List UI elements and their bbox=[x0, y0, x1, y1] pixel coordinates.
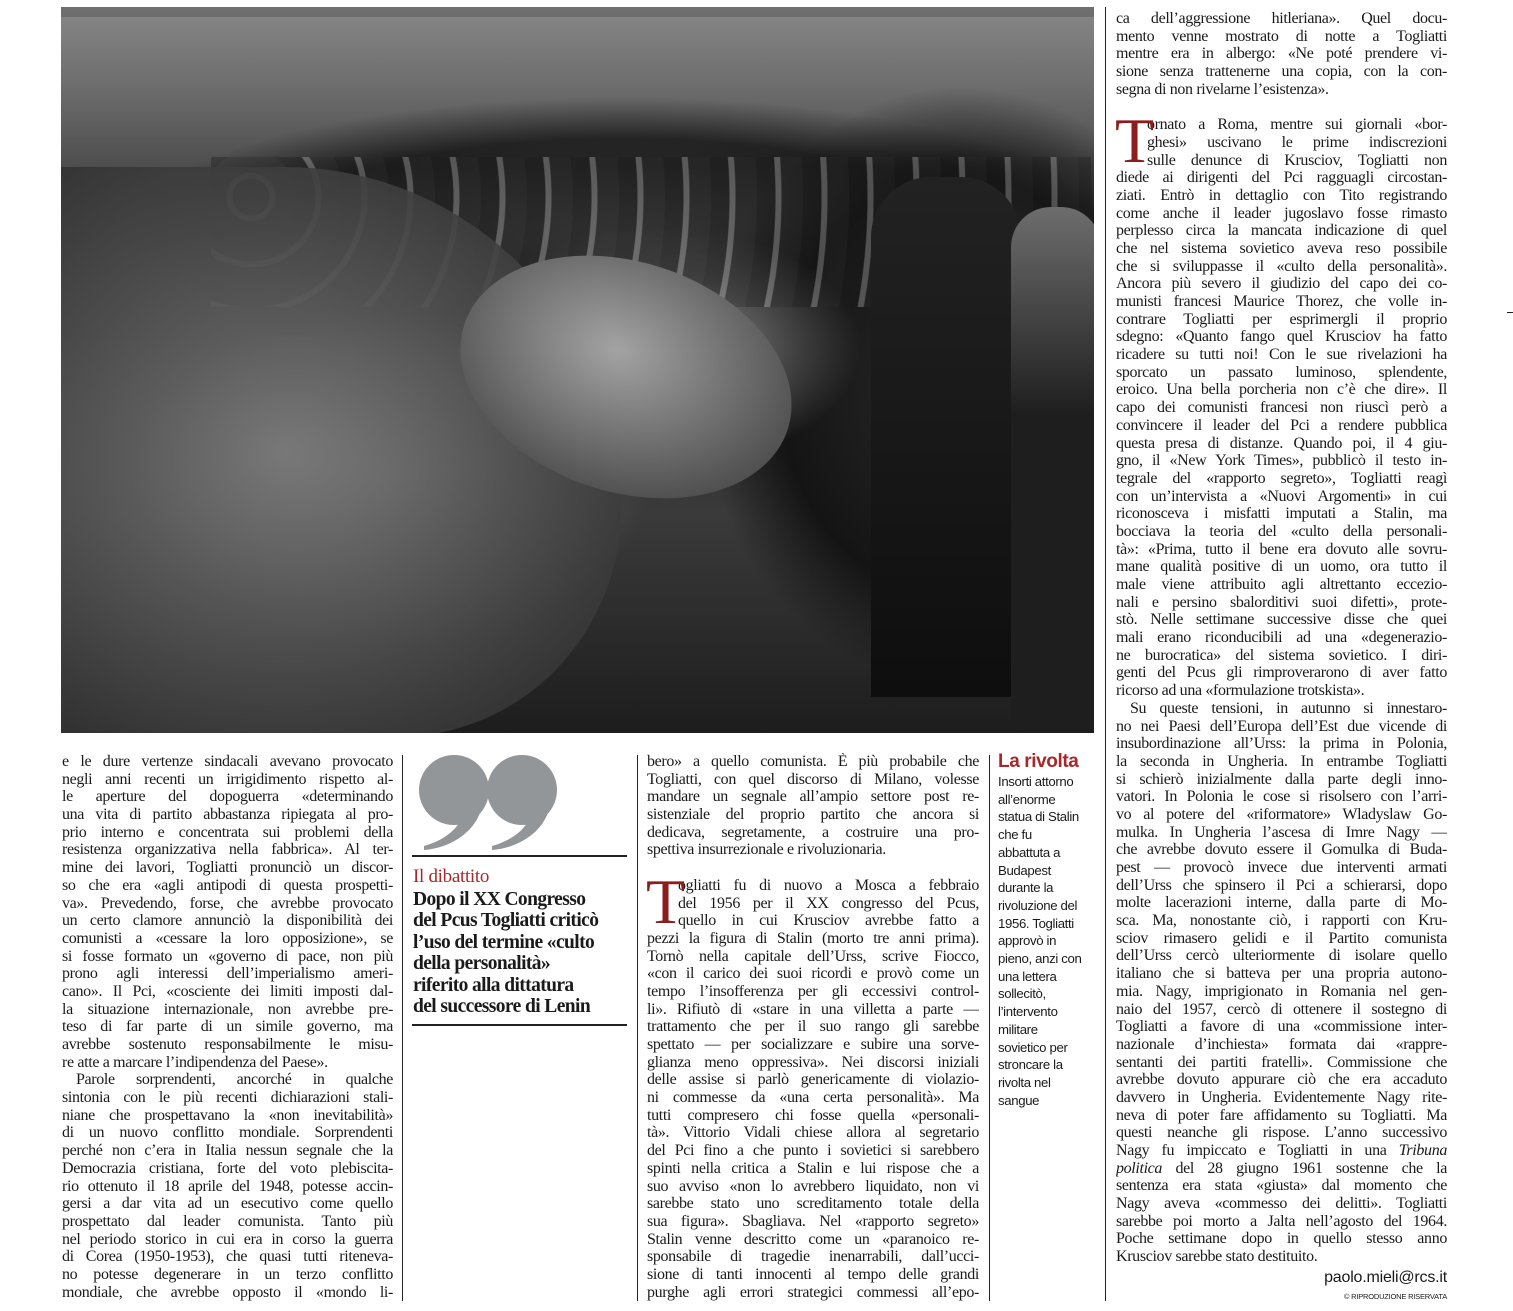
text-line: ricorso ad una «formulazione trotskista». bbox=[1116, 682, 1365, 700]
text-line: avrebbe sostenuto responsabilmente le misu- bbox=[62, 1036, 393, 1053]
text-line: purghe agli errori strategici commessi all’epo- bbox=[647, 1283, 979, 1301]
text-line: mia. Nagy, imprigionato in Romania nel gen- bbox=[1116, 982, 1447, 1000]
text-line: neva di poter fare affidamento su Togliatti. Ma bbox=[1116, 1106, 1447, 1124]
text-line: sarebbe poi morto a Jalta nell’agosto del 1964. bbox=[1116, 1212, 1447, 1230]
text-line: tegrale del «rapporto segreto», Togliatti reagì bbox=[1116, 469, 1447, 487]
pull-quote-kicker: Il dibattito bbox=[413, 866, 490, 887]
text-line: perplesso circa la mancata indicazione di quel bbox=[1116, 222, 1447, 240]
text-line: questi neanche gli rispose. L’anno successivo bbox=[1116, 1124, 1447, 1142]
caption-line: abbattuta a bbox=[998, 844, 1061, 860]
text-line: come anche il leader jugoslavo fosse rimasto bbox=[1116, 204, 1447, 222]
text-line: nali e persino sbalorditivi suoi difetti», prote- bbox=[1116, 593, 1447, 611]
text-line: delle assise si parlò genericamente di violazio- bbox=[647, 1071, 979, 1089]
article-paragraph bbox=[1116, 700, 1447, 1266]
text-line: rio ottenuto il 18 aprile del 1948, potesse accin- bbox=[62, 1177, 393, 1195]
text-line: cano». Il Pci, «cosciente dei limiti imposti dal- bbox=[62, 982, 393, 1000]
text-line: sintonia con le più recenti dichiarazioni stali- bbox=[62, 1089, 393, 1107]
text-line: ne burocratica» del sistema sovietico. I diri- bbox=[1116, 646, 1447, 664]
caption-text bbox=[998, 773, 1094, 1109]
text-line: sistenziale del proprio partito che ancora si bbox=[647, 806, 979, 824]
photo-woman-headscarf bbox=[1011, 207, 1094, 727]
text-line: la situazione internazionale, non avrebbe pre- bbox=[62, 1000, 393, 1018]
text-line: stò. Nelle settimane successive disse che quei bbox=[1116, 611, 1447, 629]
text-line: Su queste tensioni, in autunno si innestaro- bbox=[1130, 699, 1447, 717]
text-line: prono agli interessi dell’imperialismo ameri- bbox=[62, 965, 393, 983]
article-paragraph bbox=[1115, 105, 1447, 700]
caption-line: rivolta nel bbox=[998, 1074, 1051, 1090]
text-line: mentre era in albergo: «Ne poté prendere vi- bbox=[1116, 45, 1447, 63]
headline-line: del Pcus Togliatti criticò bbox=[413, 910, 599, 932]
text-line: sponsabile di tragedie inenarrabili, dall’ucci- bbox=[647, 1248, 979, 1266]
news-photo-stalin-statue bbox=[61, 7, 1094, 733]
headline-line: del successore di Lenin bbox=[413, 996, 591, 1018]
text-line: sca. Ma, nonostante ciò, i rapporti con Kru- bbox=[1116, 912, 1447, 930]
text-line: ogliatti fu di nuovo a Mosca a febbraio bbox=[678, 876, 979, 894]
text-line: ornato a Roma, mentre sui giornali «bor- bbox=[1147, 116, 1447, 134]
text-line: prio interno e concentrata sui problemi della bbox=[62, 823, 393, 841]
text-line: capo dei comunisti francesi non riuscì però a bbox=[1116, 399, 1447, 417]
text-line: spinti nella critica a Stalin e lui rispose che a bbox=[647, 1159, 979, 1177]
text-line: tutti compresero chi fosse quella «personali- bbox=[647, 1106, 979, 1124]
text-line: bero» a quello comunista. È più probabile che bbox=[647, 753, 979, 770]
pull-quote-bottom-rule bbox=[412, 1024, 627, 1026]
text-line: convincere il leader del Pci a rendere pubblica bbox=[1116, 416, 1447, 434]
text-line: sentanti dei partiti fratelli». Commissione che bbox=[1116, 1053, 1447, 1071]
text-line: dell’Urss che spinsero il Pci a schierarsi, dopo bbox=[1116, 876, 1447, 894]
text-line: munisti francesi Maurice Thorez, che volle in- bbox=[1116, 293, 1447, 310]
text-line: niane che prospettavano la «non inevitabilità» bbox=[62, 1106, 393, 1124]
text-line: male viene attribuito agli altrettanto eccezio- bbox=[1116, 576, 1447, 593]
text-line: gno, il «New York Times», pubblicò il testo in- bbox=[1116, 452, 1447, 470]
text-line: ziati. Entrò in dettaglio con Tito registrando bbox=[1116, 186, 1447, 204]
text-line: Krusciov sarebbe stato destituito. bbox=[1116, 1248, 1318, 1266]
text-line: ca dell’aggressione hitleriana». Quel docu- bbox=[1116, 10, 1447, 27]
headline-line: l’uso del termine «culto bbox=[413, 931, 595, 953]
article-column-right bbox=[1116, 10, 1447, 1266]
text-line: no nei Paesi dell’Europa dell’Est due vicende di bbox=[1116, 717, 1447, 735]
column-divider bbox=[1105, 7, 1106, 1301]
text-line: si schierò inizialmente dalla parte degli inno- bbox=[1116, 770, 1447, 788]
caption-line: l’intervento bbox=[998, 1004, 1058, 1020]
article-paragraph bbox=[1116, 10, 1447, 98]
text-line: mento venne mostrato di notte a Togliatti bbox=[1116, 27, 1447, 45]
text-line: sione senza trattenerne una copia, con la con- bbox=[1116, 63, 1447, 81]
text-line: avrebbe dovuto appurare ciò che era accaduto bbox=[1116, 1071, 1447, 1089]
italic-title: politica bbox=[1116, 1159, 1163, 1177]
text-line: pezzi la figura di Stalin (morto tre anni prima). bbox=[647, 929, 979, 947]
caption-title: La rivolta bbox=[998, 751, 1079, 772]
text-line: quello in cui Krusciov avrebbe fatto a bbox=[678, 912, 979, 930]
text-line: va». Prevedendo, forse, che avrebbe provocato bbox=[62, 894, 393, 912]
text-line: davvero in Ungheria. Evidentemente Nagy rite- bbox=[1116, 1088, 1447, 1106]
text-line: mandare un segnale all’ampio settore post re- bbox=[647, 788, 979, 806]
text-line: li». Rifiutò di «stare in una villetta a parte — bbox=[647, 1000, 979, 1018]
text-line: resistenza organizzativa nella fabbrica». Al ter- bbox=[62, 841, 393, 859]
text-line: bocciava la teoria del «culto della personali- bbox=[1116, 522, 1447, 540]
text-line: del Pci fino a che punto i sovietici si sarebbero bbox=[647, 1142, 979, 1160]
text-line: teso di far parte di un simile governo, ma bbox=[62, 1018, 393, 1036]
text-line: Nagy aveva «commesso dei delitti». Togliatti bbox=[1116, 1195, 1447, 1213]
photo-standing-man bbox=[871, 177, 1021, 697]
text-line: vo al potere del «riformatore» Wladyslaw Go- bbox=[1116, 805, 1447, 823]
quotation-mark-icon bbox=[412, 750, 627, 854]
text-line: suo avviso «non lo avrebbero liquidato, non vi bbox=[647, 1177, 979, 1195]
text-line: spettiva insurrezionale e rivoluzionaria. bbox=[647, 841, 886, 859]
caption-line: pieno, anzi con bbox=[998, 951, 1082, 967]
caption-line: militare bbox=[998, 1021, 1038, 1037]
pull-quote-headline bbox=[413, 889, 628, 1017]
text-line: di Corea (1950-1953), che quasi tutti riteneva- bbox=[62, 1248, 393, 1266]
text-line: che avrebbe dovuto essere il Gomulka di Buda- bbox=[1116, 841, 1447, 859]
text-line: Stalin venne descritto come un «paranoico re- bbox=[647, 1230, 979, 1248]
caption-line: che fu bbox=[998, 827, 1032, 843]
text-line: gersi a dar vita ad un esecutivo come quello bbox=[62, 1195, 393, 1213]
text-line: politica del 28 giugno 1961 sostenne che la bbox=[1116, 1159, 1447, 1177]
text-line: che nel sistema sovietico aveva reso possibile bbox=[1116, 239, 1447, 257]
text-line: Togliatti, con quel discorso di Milano, volesse bbox=[647, 770, 979, 788]
text-line: glianza meno oppressiva». Nei discorsi iniziali bbox=[647, 1053, 979, 1071]
text-line: ni commesse da «una certa personalità». Ma bbox=[647, 1089, 979, 1107]
column-divider bbox=[989, 755, 990, 1301]
caption-line: sovietico per bbox=[998, 1039, 1068, 1055]
text-line: e le dure vertenze sindacali avevano provocato bbox=[62, 753, 393, 770]
text-line: che si sviluppasse il «culto della personalità». bbox=[1116, 257, 1447, 275]
text-line: di un nuovo conflitto mondiale. Sorprendenti bbox=[62, 1124, 393, 1142]
text-line: insubordinazione all’Urss: la prima in Polonia, bbox=[1116, 735, 1447, 753]
edge-mark bbox=[1507, 312, 1513, 313]
text-line: mane qualità positive di un uomo, ora tutto il bbox=[1116, 558, 1447, 576]
photo-building-sign bbox=[61, 17, 1094, 167]
text-line: prospettato dal leader comunista. Tanto più bbox=[62, 1212, 393, 1230]
text-line: una vita di partito abbastanza ripiegata al pro- bbox=[62, 806, 393, 824]
headline-line: Dopo il XX Congresso bbox=[413, 889, 586, 910]
caption-line: approvò in bbox=[998, 933, 1057, 949]
text-line: ricadere su tutti noi! Con le sue rivelazioni ha bbox=[1116, 346, 1447, 364]
article-paragraph bbox=[62, 753, 393, 1071]
caption-line: sangue bbox=[998, 1092, 1040, 1108]
paragraph-gap bbox=[1116, 98, 1447, 116]
text-line: trattamento che per il suo rango gli sarebbe bbox=[647, 1018, 979, 1036]
text-line: Tornò nella capitale dell’Urss, scrive Fiocco, bbox=[647, 947, 979, 965]
text-line: mulka. In Ungheria l’ascesa di Imre Nagy — bbox=[1116, 823, 1447, 841]
text-line: Togliatti a favore di una «commissione inter- bbox=[1116, 1018, 1447, 1036]
article-paragraph bbox=[647, 753, 979, 859]
text-line: no potesse degenerare in un terzo conflitto bbox=[62, 1265, 393, 1283]
text-line: Democrazia cristiana, forte del voto plebiscita- bbox=[62, 1159, 393, 1177]
text-line: mine dei lavori, Togliatti pronunciò un discor- bbox=[62, 859, 393, 877]
headline-line: della personalità» bbox=[413, 953, 551, 975]
text-line: questa presa di distanze. Quando poi, il 4 giu- bbox=[1116, 434, 1447, 452]
text-line: molte lacerazioni interne, dalla parte di Mo- bbox=[1116, 894, 1447, 912]
author-email[interactable]: paolo.mieli@rcs.it bbox=[1324, 1269, 1447, 1286]
drop-cap: T bbox=[646, 865, 685, 937]
text-line: perché non c’era in Italia nessun segnale che la bbox=[62, 1142, 393, 1160]
article-paragraph bbox=[646, 865, 979, 1302]
drop-cap: T bbox=[1115, 105, 1154, 177]
caption-line: una lettera bbox=[998, 968, 1057, 984]
text-line: sdegno: «Quanto fango quel Krusciov ha fatto bbox=[1116, 328, 1447, 346]
caption-line: durante la bbox=[998, 880, 1054, 896]
text-line: vatori. In Polonia le cose si risolsero con l’arri- bbox=[1116, 788, 1447, 806]
text-line: naio del 1957, cercò di ottenere il sostegno di bbox=[1116, 1000, 1447, 1018]
text-line: segna di non rivelarne l’esistenza». bbox=[1116, 80, 1329, 98]
text-line: tà»: «Prima, tutto il bene era dovuto alle sovru- bbox=[1116, 540, 1447, 558]
caption-line: stroncare la bbox=[998, 1057, 1063, 1073]
article-column-left bbox=[62, 753, 393, 1301]
text-line: diede ai dirigenti del Pci ragguagli circostan- bbox=[1116, 169, 1447, 187]
text-line: comunisti a «cessare la loro opposizione», se bbox=[62, 929, 393, 947]
caption-line: Budapest bbox=[998, 862, 1051, 878]
text-line: dell’Urss cercò ulteriormente di isolare quello bbox=[1116, 947, 1447, 965]
article-column-middle bbox=[647, 753, 979, 1301]
pull-quote-box bbox=[412, 750, 627, 859]
article-paragraph bbox=[62, 1071, 393, 1301]
caption-line: statua di Stalin bbox=[998, 809, 1079, 825]
column-divider bbox=[402, 755, 403, 1301]
text-line: spettato — per socializzare e subire una sorve- bbox=[647, 1036, 979, 1053]
text-line: nazionale d’inchiesta» formata dai «rappre- bbox=[1116, 1035, 1447, 1053]
text-line: sentenza era stata «giusta» dal momento che bbox=[1116, 1177, 1447, 1195]
text-line: sarebbe stato uno screditamento totale della bbox=[647, 1195, 979, 1213]
text-line: contrare Togliatti per esprimergli il proprio bbox=[1116, 310, 1447, 328]
text-line: genti del Pcus gli rimproverarono di aver fatto bbox=[1116, 664, 1447, 682]
text-line: tempo l’insofferenza per gli eccessivi control- bbox=[647, 982, 979, 1000]
text-line: so che era «agli antipodi di questa prospetti- bbox=[62, 876, 393, 894]
text-line: Poche settimane dopo in quello stesso anno bbox=[1116, 1230, 1447, 1248]
text-line: si fosse formato un «governo di pace, non più bbox=[62, 947, 393, 965]
text-line: negli anni recenti un irrigidimento rispetto al- bbox=[62, 770, 393, 788]
text-line: italiano che si batteva per una propria autono- bbox=[1116, 965, 1447, 983]
text-line: sciov rimasero gelidi e il Partito comunista bbox=[1116, 929, 1447, 947]
text-line: tà». Vittorio Vidali chiese allora al segretario bbox=[647, 1124, 979, 1142]
text-line: sulle denunce di Krusciov, Togliatti non bbox=[1147, 151, 1447, 169]
caption-line: sollecitò, bbox=[998, 986, 1046, 1002]
text-line: con un’intervista a «Nuovi Argomenti» in cui bbox=[1116, 487, 1447, 505]
text-line: «con il carico dei suoi ricordi e provò come un bbox=[647, 965, 979, 983]
caption-line: all’enorme bbox=[998, 791, 1056, 807]
text-line: sua figura». Sbagliava. Nel «rapporto segreto» bbox=[647, 1212, 979, 1230]
text-line: la seconda in Ungheria. In entrambe Togliatti bbox=[1116, 752, 1447, 770]
text-line: del 1956 per il XX congresso del Pcus, bbox=[678, 894, 979, 912]
caption-line: rivoluzione del bbox=[998, 897, 1078, 913]
text-line: ghesi» uscivano le prime indiscrezioni bbox=[1147, 133, 1447, 151]
pull-quote-top-rule bbox=[412, 855, 627, 857]
text-line: Parole sorprendenti, ancorché in qualche bbox=[76, 1071, 393, 1089]
text-line: re atte a marcare l’indipendenza del Paese». bbox=[62, 1053, 328, 1071]
text-line: riconosceva i misfatti imputati a Stalin, ma bbox=[1116, 505, 1447, 523]
text-line: Ancora più severo il giudizio del capo dei co- bbox=[1116, 275, 1447, 293]
text-line: dedicava, segretamente, a costruire una pro- bbox=[647, 823, 979, 841]
copyright-notice: © RIPRODUZIONE RISERVATA bbox=[1343, 1292, 1447, 1301]
text-line: mali erano riconducibili ad una «degenerazio- bbox=[1116, 629, 1447, 647]
italic-title: Tribuna bbox=[1398, 1142, 1447, 1159]
text-line: Nagy fu impiccato e Togliatti in una Tribuna bbox=[1116, 1142, 1447, 1159]
text-line: eroico. Una bella porcheria non c’è che dire». Il bbox=[1116, 381, 1447, 399]
text-line: le aperture del dopoguerra «determinando bbox=[62, 788, 393, 806]
text-line: pest — provocò invece due interventi armati bbox=[1116, 859, 1447, 876]
caption-line: Insorti attorno bbox=[998, 774, 1074, 789]
caption-line: 1956. Togliatti bbox=[998, 915, 1074, 931]
photo-caption bbox=[998, 751, 1094, 1109]
text-line: sporcato un passato luminoso, splendente, bbox=[1116, 363, 1447, 381]
text-line: nel periodo storico in cui era in corso la guerra bbox=[62, 1230, 393, 1248]
text-line: mondiale, che avrebbe opposto il «mondo li- bbox=[62, 1283, 393, 1301]
headline-line: riferito alla dittatura bbox=[413, 974, 574, 996]
paragraph-gap bbox=[647, 859, 979, 877]
column-divider bbox=[637, 755, 638, 1301]
text-line: sione di tanti innocenti al tempo delle grandi bbox=[647, 1265, 979, 1283]
text-line: un certo clamore annunciò la disponibilità dei bbox=[62, 912, 393, 930]
